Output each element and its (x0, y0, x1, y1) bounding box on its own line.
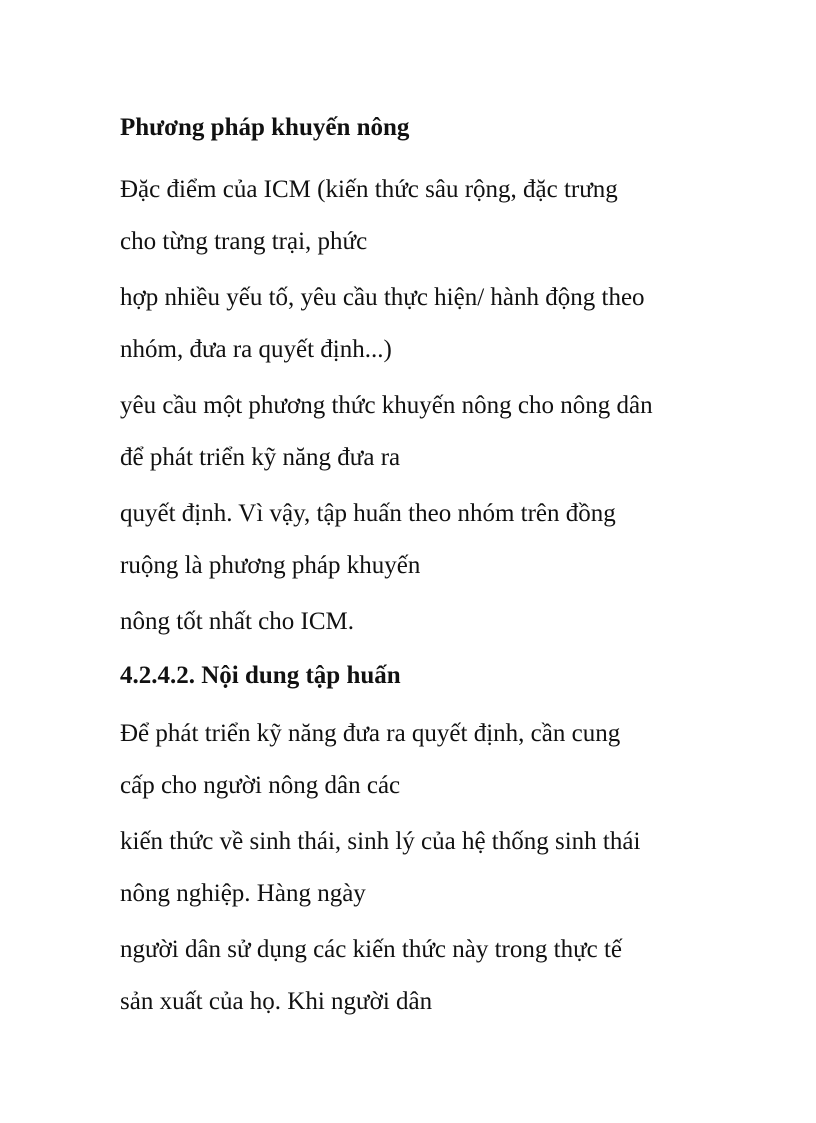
document-body (120, 108, 740, 1032)
paragraph-icm-characteristics-cont (120, 272, 740, 376)
paragraph-group-training (120, 488, 740, 592)
paragraph-training-content (120, 708, 740, 812)
text-line: sản xuất của họ. Khi người dân (120, 988, 433, 1015)
text-line: kiến thức về sinh thái, sinh lý của hệ thống sinh thái (120, 828, 641, 855)
paragraph-ecology-knowledge (120, 816, 740, 920)
text-line: yêu cầu một phương thức khuyến nông cho nông dân (120, 392, 653, 419)
text-line: cho từng trang trại, phức (120, 228, 368, 255)
text-line: nông nghiệp. Hàng ngày (120, 880, 366, 907)
section-title: Phương pháp khuyến nông (120, 114, 410, 141)
paragraph-daily-use (120, 924, 740, 1028)
text-line: quyết định. Vì vậy, tập huấn theo nhóm trên đồng (120, 500, 616, 527)
text-line: Đặc điểm của ICM (kiến thức sâu rộng, đặc trưng (120, 176, 618, 203)
text-line: để phát triển kỹ năng đưa ra (120, 444, 401, 471)
text-line: hợp nhiều yếu tố, yêu cầu thực hiện/ hành động theo (120, 284, 645, 311)
text-line: ruộng là phương pháp khuyến (120, 552, 421, 579)
subsection-title: 4.2.4.2. Nội dung tập huấn (120, 662, 401, 689)
text-line: nhóm, đưa ra quyết định...) (120, 336, 392, 363)
text-line: nông tốt nhất cho ICM. (120, 608, 355, 635)
paragraph-extension-method (120, 380, 740, 484)
paragraph-icm-characteristics (120, 164, 740, 268)
text-line: Để phát triển kỹ năng đưa ra quyết định, cần cung (120, 720, 621, 747)
text-line: người dân sử dụng các kiến thức này trong thực tế (120, 936, 623, 963)
paragraph-best-method (120, 596, 740, 648)
text-line: cấp cho người nông dân các (120, 772, 401, 799)
